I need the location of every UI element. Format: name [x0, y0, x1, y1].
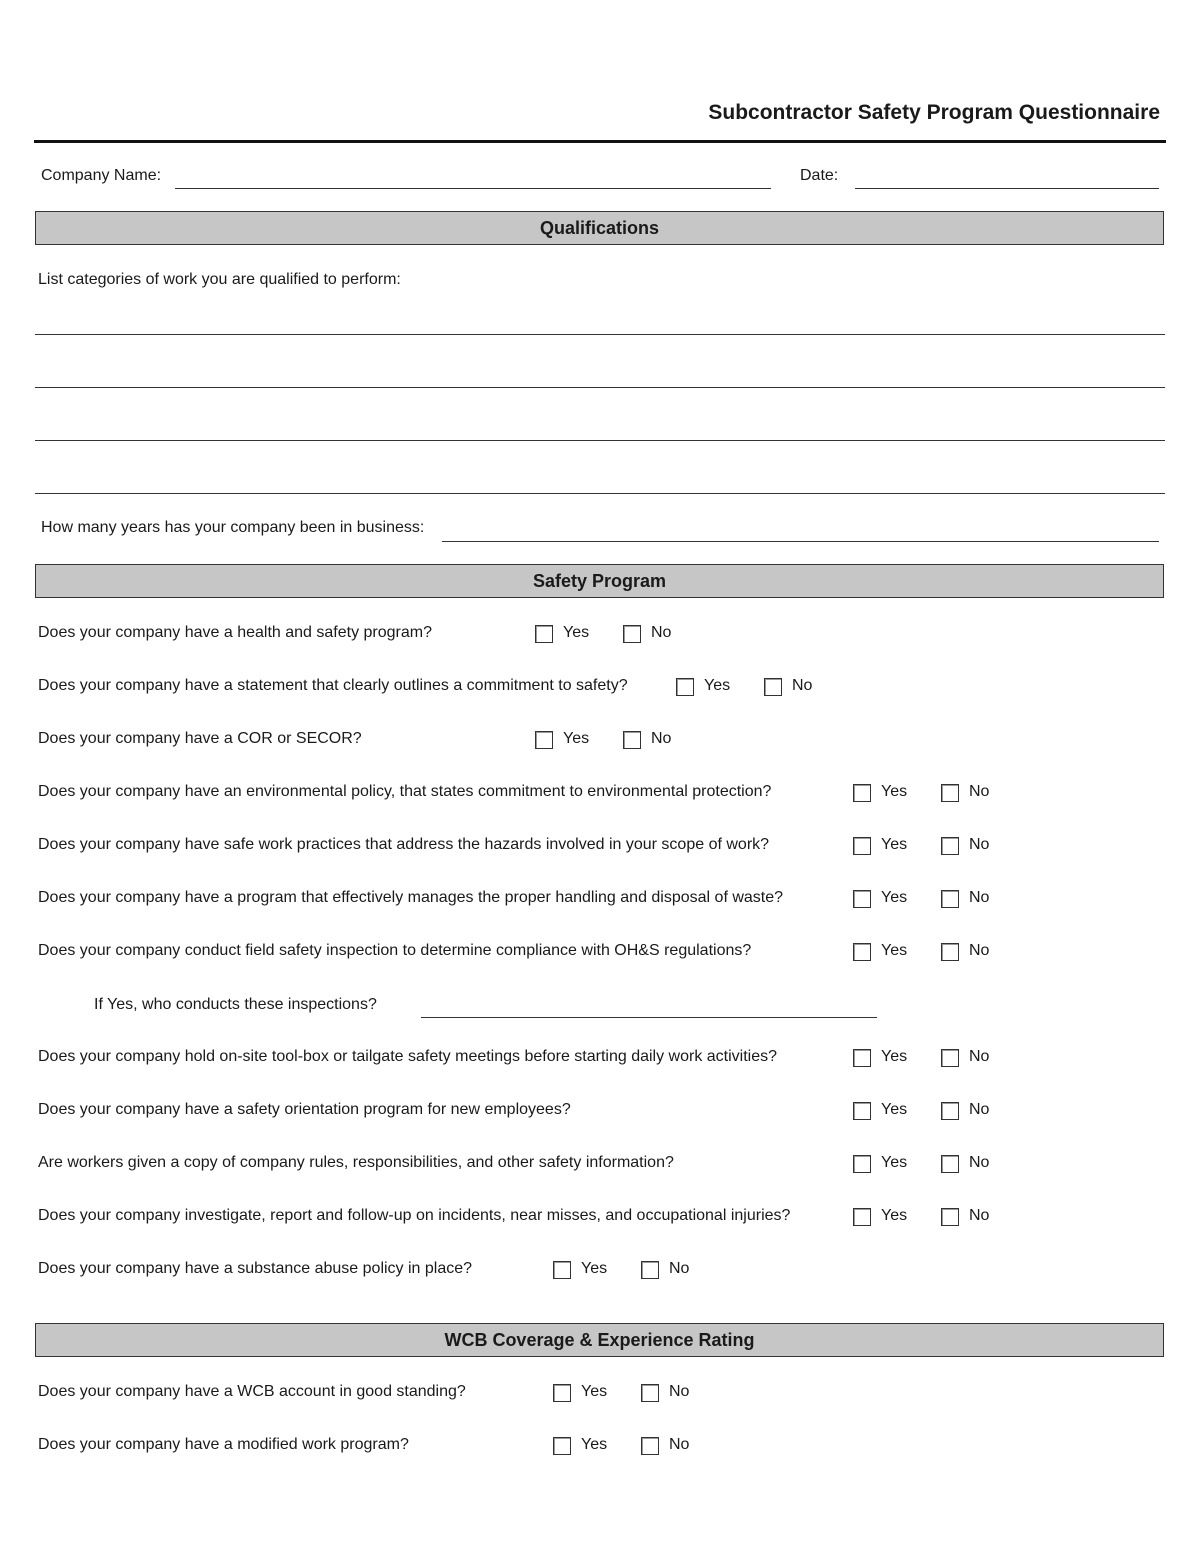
yes-checkbox[interactable] — [853, 890, 871, 908]
no-checkbox[interactable] — [641, 1437, 659, 1455]
question-text: Does your company conduct field safety inspection to determine compliance with OH&S regulations? — [38, 942, 752, 959]
yes-checkbox[interactable] — [553, 1384, 571, 1402]
question-row — [38, 887, 1158, 911]
yes-label: Yes — [881, 783, 908, 800]
no-label: No — [969, 783, 990, 800]
work-categories-label: List categories of work you are qualified to perform: — [38, 271, 401, 288]
yes-checkbox[interactable] — [853, 784, 871, 802]
no-checkbox[interactable] — [941, 1208, 959, 1226]
question-text: Does your company have a modified work program? — [38, 1436, 409, 1453]
no-label: No — [969, 942, 990, 959]
no-checkbox[interactable] — [941, 890, 959, 908]
yes-label: Yes — [881, 889, 908, 906]
question-row — [38, 1205, 1158, 1229]
question-text: Does your company have a safety orientation program for new employees? — [38, 1101, 571, 1118]
years-in-business-label: How many years has your company been in business: — [41, 519, 425, 536]
yes-checkbox[interactable] — [553, 1261, 571, 1279]
no-checkbox[interactable] — [941, 784, 959, 802]
yes-checkbox[interactable] — [853, 1208, 871, 1226]
no-label: No — [969, 1207, 990, 1224]
inspection-followup-field[interactable] — [421, 1017, 877, 1018]
question-row — [38, 1152, 1158, 1176]
no-label: No — [792, 677, 813, 694]
no-label: No — [969, 1048, 990, 1065]
question-row — [38, 1099, 1158, 1123]
date-label: Date: — [800, 167, 839, 184]
no-label: No — [969, 1101, 990, 1118]
work-categories-line-4[interactable] — [35, 493, 1165, 494]
no-checkbox[interactable] — [641, 1384, 659, 1402]
question-text: Does your company have a substance abuse policy in place? — [38, 1260, 473, 1277]
date-field[interactable] — [855, 188, 1159, 189]
years-in-business-field[interactable] — [442, 541, 1159, 542]
yes-label: Yes — [881, 1207, 908, 1224]
question-text: Does your company have a WCB account in good standing? — [38, 1383, 466, 1400]
yes-label: Yes — [581, 1436, 608, 1453]
no-checkbox[interactable] — [941, 943, 959, 961]
page-title: Subcontractor Safety Program Questionnaire — [708, 101, 1160, 124]
question-row — [38, 781, 1158, 805]
work-categories-line-2[interactable] — [35, 387, 1165, 388]
yes-label: Yes — [704, 677, 731, 694]
question-row — [38, 728, 1158, 752]
question-row — [38, 1258, 1158, 1282]
question-text: Does your company have a health and safety program? — [38, 624, 433, 641]
work-categories-line-1[interactable] — [35, 334, 1165, 335]
no-checkbox[interactable] — [941, 1102, 959, 1120]
yes-checkbox[interactable] — [853, 1102, 871, 1120]
no-checkbox[interactable] — [764, 678, 782, 696]
no-checkbox[interactable] — [641, 1261, 659, 1279]
no-checkbox[interactable] — [941, 837, 959, 855]
question-text: Are workers given a copy of company rules, responsibilities, and other safety information? — [38, 1154, 674, 1171]
question-text: Does your company have a program that effectively manages the proper handling and disposal of waste? — [38, 889, 784, 906]
yes-label: Yes — [881, 836, 908, 853]
inspection-followup-label: If Yes, who conducts these inspections? — [94, 996, 377, 1013]
title-divider — [34, 140, 1166, 143]
question-text: Does your company investigate, report and follow-up on incidents, near misses, and occupational injuries? — [38, 1207, 791, 1224]
yes-label: Yes — [581, 1383, 608, 1400]
yes-checkbox[interactable] — [853, 943, 871, 961]
question-row — [38, 1381, 1158, 1405]
section-header-qualifications: Qualifications — [35, 211, 1164, 245]
question-row — [38, 834, 1158, 858]
yes-checkbox[interactable] — [553, 1437, 571, 1455]
yes-label: Yes — [881, 942, 908, 959]
yes-checkbox[interactable] — [535, 731, 553, 749]
question-row — [38, 622, 1158, 646]
question-text: Does your company have a COR or SECOR? — [38, 730, 362, 747]
question-text: Does your company have an environmental policy, that states commitment to environmental protection? — [38, 783, 772, 800]
no-label: No — [651, 624, 672, 641]
question-row — [38, 1434, 1158, 1458]
yes-checkbox[interactable] — [676, 678, 694, 696]
section-header-safety-program: Safety Program — [35, 564, 1164, 598]
yes-label: Yes — [881, 1154, 908, 1171]
yes-checkbox[interactable] — [535, 625, 553, 643]
work-categories-line-3[interactable] — [35, 440, 1165, 441]
no-label: No — [969, 889, 990, 906]
question-row — [38, 675, 1158, 699]
no-checkbox[interactable] — [941, 1155, 959, 1173]
no-checkbox[interactable] — [941, 1049, 959, 1067]
no-label: No — [669, 1383, 690, 1400]
question-text: Does your company have safe work practices that address the hazards involved in your scope of work? — [38, 836, 770, 853]
yes-checkbox[interactable] — [853, 1155, 871, 1173]
question-text: Does your company have a statement that clearly outlines a commitment to safety? — [38, 677, 628, 694]
yes-label: Yes — [581, 1260, 608, 1277]
yes-checkbox[interactable] — [853, 837, 871, 855]
yes-label: Yes — [563, 624, 590, 641]
yes-checkbox[interactable] — [853, 1049, 871, 1067]
section-header-wcb: WCB Coverage & Experience Rating — [35, 1323, 1164, 1357]
no-label: No — [669, 1260, 690, 1277]
yes-label: Yes — [563, 730, 590, 747]
no-checkbox[interactable] — [623, 731, 641, 749]
company-name-field[interactable] — [175, 188, 771, 189]
no-label: No — [669, 1436, 690, 1453]
no-label: No — [651, 730, 672, 747]
company-name-label: Company Name: — [41, 167, 162, 184]
no-checkbox[interactable] — [623, 625, 641, 643]
question-row — [38, 1046, 1158, 1070]
yes-label: Yes — [881, 1101, 908, 1118]
no-label: No — [969, 1154, 990, 1171]
question-text: Does your company hold on-site tool-box or tailgate safety meetings before starting daily work activities? — [38, 1048, 778, 1065]
question-row — [38, 940, 1158, 964]
no-label: No — [969, 836, 990, 853]
yes-label: Yes — [881, 1048, 908, 1065]
